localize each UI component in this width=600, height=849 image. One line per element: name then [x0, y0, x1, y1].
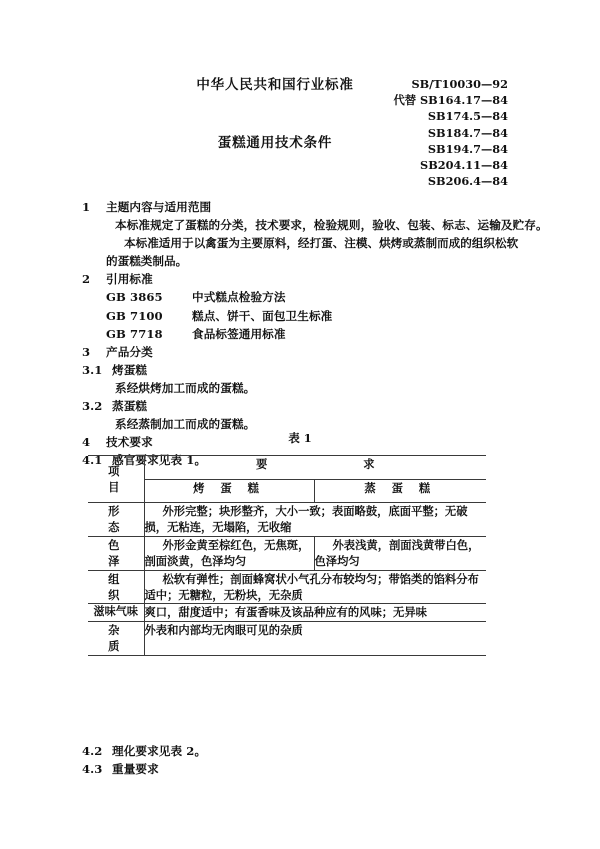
standard-number: SB/T10030—92 [411, 77, 508, 91]
issuing-authority [150, 76, 400, 94]
section-1-number: 1 [82, 200, 91, 214]
section-4-1-number: 4.1 [82, 453, 103, 468]
document-body-tail [82, 742, 522, 778]
table-subheader-steamed: 蒸 蛋 糕 [364, 481, 437, 495]
table-row [88, 503, 486, 537]
document-header [0, 76, 600, 191]
section-3-2-body: 系经蒸制加工而成的蛋糕。 [115, 417, 256, 432]
table-row-label: 组 织 [108, 571, 130, 603]
section-3-1-body: 系经烘烤加工而成的蛋糕。 [115, 380, 256, 395]
table-1 [88, 455, 486, 656]
reference-item [82, 325, 522, 343]
reference-item [82, 307, 522, 325]
section-4-3-heading [82, 760, 522, 778]
table-header-row [88, 456, 486, 480]
section-3-2-heading [82, 397, 522, 415]
section-1-paragraph-1: 本标准规定了蛋糕的分类，技术要求，检验规则，验收、包装、标志、运输及贮存。 [115, 218, 548, 233]
table-row [88, 604, 486, 621]
section-3-2-number: 3.2 [82, 399, 103, 414]
section-1-paragraph-2: 本标准适用于以禽蛋为主要原料，经打蛋、注模、烘烤或蒸制而成的组织松软的蛋糕类制品。 [106, 236, 519, 269]
section-3-2-title: 蒸蛋糕 [112, 399, 148, 414]
table-row-label: 色 泽 [108, 537, 130, 569]
section-4-title: 技术要求 [106, 435, 153, 450]
section-2-title: 引用标准 [106, 272, 153, 287]
page-title: 蛋糕通用技术条件 [217, 135, 333, 151]
table-row [88, 570, 486, 604]
reference-name: 糕点、饼干、面包卫生标准 [192, 308, 333, 323]
section-4-number: 4 [82, 435, 91, 450]
table-subheader-row [88, 480, 486, 503]
superseded-standard: SB184.7—84 [427, 125, 508, 140]
reference-code: GB 3865 [106, 290, 163, 305]
superseded-standard: SB174.5—84 [427, 109, 508, 124]
table-row-label: 形 态 [108, 504, 130, 535]
section-3-title: 产品分类 [106, 344, 153, 359]
section-3-heading [82, 343, 522, 361]
document-body [82, 198, 548, 469]
standard-number-list [394, 76, 509, 189]
table-1-caption: 表 1 [288, 431, 312, 445]
table-row [88, 621, 486, 655]
table-row-label: 杂 质 [108, 622, 130, 654]
section-4-3-number: 4.3 [82, 762, 103, 777]
section-3-1-number: 3.1 [82, 362, 103, 377]
table-row [88, 536, 486, 570]
section-4-2-heading [82, 742, 522, 760]
section-4-2-title: 理化要求见表 2。 [112, 744, 207, 758]
section-3-1-title: 烤蛋糕 [112, 362, 148, 377]
table-cell-value: 爽口，甜度适中；有蛋香味及该品种应有的风味；无异味 [144, 604, 486, 621]
section-3-number: 3 [82, 344, 91, 359]
section-4-2-number: 4.2 [82, 744, 103, 758]
table-cell-value: 外形完整；块形整齐，大小一致；表面略鼓，底面平整；无破损，无粘连，无塌陷，无收缩 [144, 503, 486, 537]
superseded-standard: 代替 SB164.17—84 [393, 93, 508, 108]
superseded-standard: SB194.7—84 [427, 141, 508, 156]
section-3-1-heading [82, 361, 522, 379]
reference-item [82, 288, 522, 306]
table-row-label: 滋味气味 [93, 605, 138, 619]
table-header-item: 项 目 [108, 463, 130, 494]
table-cell-value-baked: 外形金黄至棕红色，无焦斑，剖面淡黄，色泽均匀 [144, 536, 314, 570]
section-4-1-title: 感官要求见表 1。 [112, 453, 207, 468]
reference-name: 中式糕点检验方法 [192, 290, 286, 305]
reference-code: GB 7718 [106, 326, 163, 341]
table-cell-value: 外表和内部均无肉眼可见的杂质 [144, 621, 486, 655]
section-1-title: 主题内容与适用范围 [106, 200, 212, 214]
table-subheader-baked: 烤 蛋 糕 [193, 481, 265, 495]
section-1-heading [82, 198, 522, 216]
superseded-standard: SB206.4—84 [427, 174, 508, 189]
reference-code: GB 7100 [106, 308, 163, 323]
section-2-number: 2 [82, 272, 91, 287]
reference-name: 食品标签通用标准 [192, 326, 286, 341]
section-2-heading [82, 270, 522, 288]
org-title: 中华人民共和国行业标准 [196, 77, 354, 93]
section-4-3-title: 重量要求 [112, 762, 159, 777]
table-cell-value: 松软有弹性；剖面蜂窝状小气孔分布较均匀；带馅类的馅料分布适中；无糖粒，无粉块，无杂质 [144, 570, 486, 604]
table-header-requirement: 要 求 [255, 457, 421, 471]
superseded-standard: SB204.11—84 [420, 158, 508, 173]
table-cell-value-steamed: 外表浅黄，剖面浅黄带白色，色泽均匀 [314, 536, 486, 570]
